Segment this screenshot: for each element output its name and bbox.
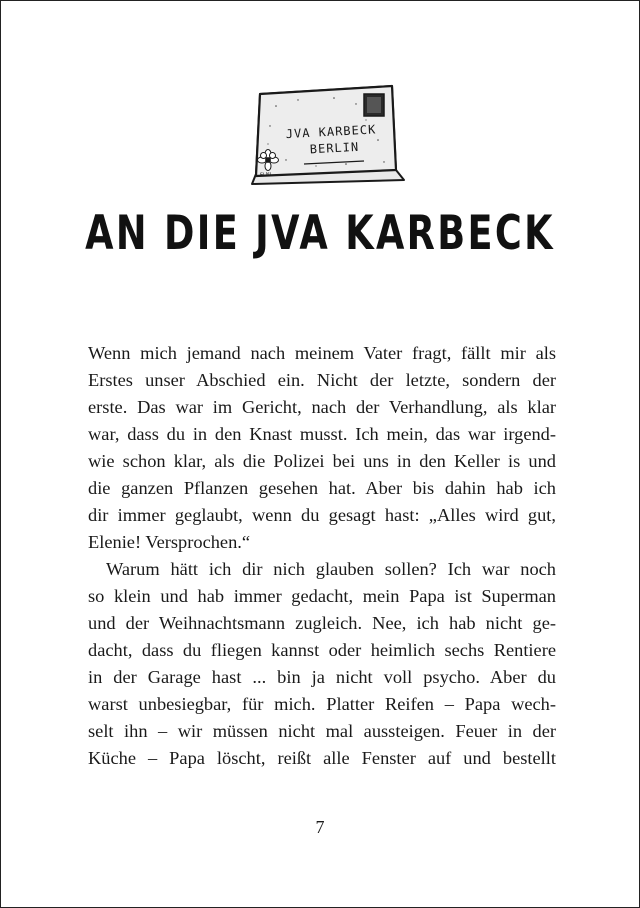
text-line: die ganzen Pflanzen gesehen hat. Aber bis dahin hab ich: [88, 478, 556, 498]
chapter-title: AN DIE JVA KARBECK: [85, 206, 555, 261]
text-line: Erstes unser Abschied ein. Nicht der letzte, sondern der: [88, 370, 556, 390]
text-line: war, dass du in den Knast musst. Ich mein, das war irgend-: [88, 424, 556, 444]
text-line: warst unbesiegbar, für mich. Platter Reifen – Papa wech-: [88, 694, 556, 714]
text-line: wie schon klar, als die Polizei bei uns in den Keller is und: [88, 451, 556, 471]
text-line: dacht, dass du fliegen kannst oder heimlich sechs Rentiere: [88, 640, 556, 660]
text-line: Elenie! Versprochen.“: [88, 532, 251, 552]
page-number: 7: [315, 817, 325, 837]
envelope-address-line2: BERLIN: [309, 139, 360, 157]
envelope-address-line1: JVA KARBECK: [285, 122, 377, 142]
text-line: Küche – Papa löscht, reißt alle Fenster auf und bestellt: [88, 748, 556, 768]
text-line: dir immer geglaubt, wenn du gesagt hast: „Alles wird gut,: [88, 505, 556, 525]
text-line: so klein und hab immer gedacht, mein Papa ist Superman: [88, 586, 556, 606]
text-line: Warum hätt ich dir nich glauben sollen? Ich war noch: [106, 559, 556, 579]
text-line: und der Weihnachtsmann zugleich. Nee, ich hab nicht ge-: [88, 613, 556, 633]
envelope-sender-mark: ELNI: [259, 171, 272, 179]
envelope-icon: [246, 80, 406, 192]
text-line: Wenn mich jemand nach meinem Vater fragt, fällt mir als: [88, 343, 556, 363]
envelope-illustration: [246, 80, 406, 192]
text-line: selt ihn – wir müssen nicht mal aussteigen. Feuer in der: [88, 721, 556, 741]
text-line: in der Garage hast ... bin ja nicht voll psycho. Aber du: [88, 667, 556, 687]
body-text: [88, 340, 556, 772]
text-line: erste. Das war im Gericht, nach der Verhandlung, als klar: [88, 397, 556, 417]
